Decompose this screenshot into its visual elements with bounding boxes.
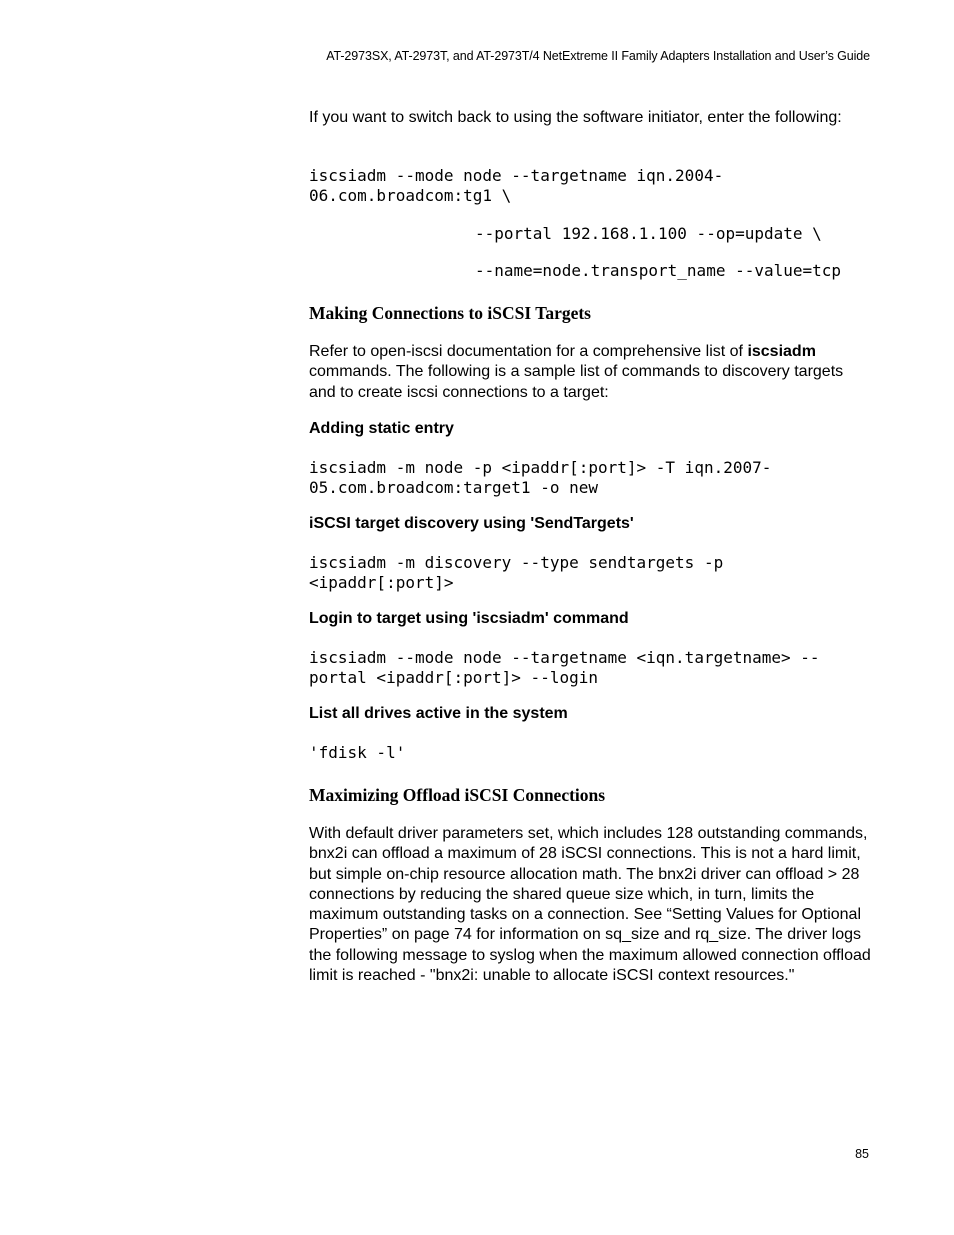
code-block-discovery [309,553,723,593]
code-line: iscsiadm --mode node --targetname <iqn.targetname> -- [309,648,820,667]
intro-paragraph: If you want to switch back to using the software initiator, enter the following: [309,109,842,126]
code-block-list-drives [309,743,405,763]
section1-paragraph [309,342,874,403]
code-block-static-entry [309,458,771,498]
text-run: commands. The following is a sample list of commands to discovery targets and to create iscsi connections to a target: [309,363,844,401]
code-line: 05.com.broadcom:target1 -o new [309,478,598,497]
command-name: iscsiadm [747,343,816,360]
code-line-indented: --portal 192.168.1.100 --op=update \ [475,224,822,243]
page-number: 85 [855,1147,869,1161]
item-title-static-entry: Adding static entry [309,420,454,437]
item-title-discovery: iSCSI target discovery using 'SendTargets' [309,515,634,532]
code-block-login [309,648,820,688]
code-line: portal <ipaddr[:port]> --login [309,668,598,687]
item-title-list-drives: List all drives active in the system [309,705,568,722]
code-line: <ipaddr[:port]> [309,573,454,592]
code-block-switch-back [309,166,723,206]
code-line: iscsiadm -m node -p <ipaddr[:port]> -T iqn.2007- [309,458,772,477]
section-heading-maximizing-offload: Maximizing Offload iSCSI Connections [309,785,606,805]
code-line: iscsiadm -m discovery --type sendtargets -p [309,553,724,572]
code-line-indented: --name=node.transport_name --value=tcp [475,261,842,280]
running-header: AT-2973SX, AT-2973T, and AT-2973T/4 NetExtreme II Family Adapters Installation and User’s Guide [326,49,870,63]
item-title-login: Login to target using 'iscsiadm' command [309,610,629,627]
code-line: iscsiadm --mode node --targetname iqn.2004- [309,166,724,185]
text-run: Refer to open-iscsi documentation for a comprehensive list of [309,343,748,360]
code-line: 06.com.broadcom:tg1 \ [309,186,512,205]
code-line: 'fdisk -l' [309,743,406,762]
section-heading-making-connections: Making Connections to iSCSI Targets [309,303,591,323]
section2-paragraph: With default driver parameters set, which includes 128 outstanding commands, bnx2i can offload a maximum of 28 iSCSI connections. This is not a hard limit, but simple on-chip resource allocation math. The bnx2i driver can offload > 28 connections by reducing the shared queue size which, in turn, limits the maximum outstanding tasks on a connection. See “Setting Values for Optional Properties” on page 74 for information on sq_size and rq_size. The driver logs the following message to syslog when the maximum allowed connection offload limit is reached - "bnx2i: unable to allocate iSCSI context resources." [309,825,871,985]
